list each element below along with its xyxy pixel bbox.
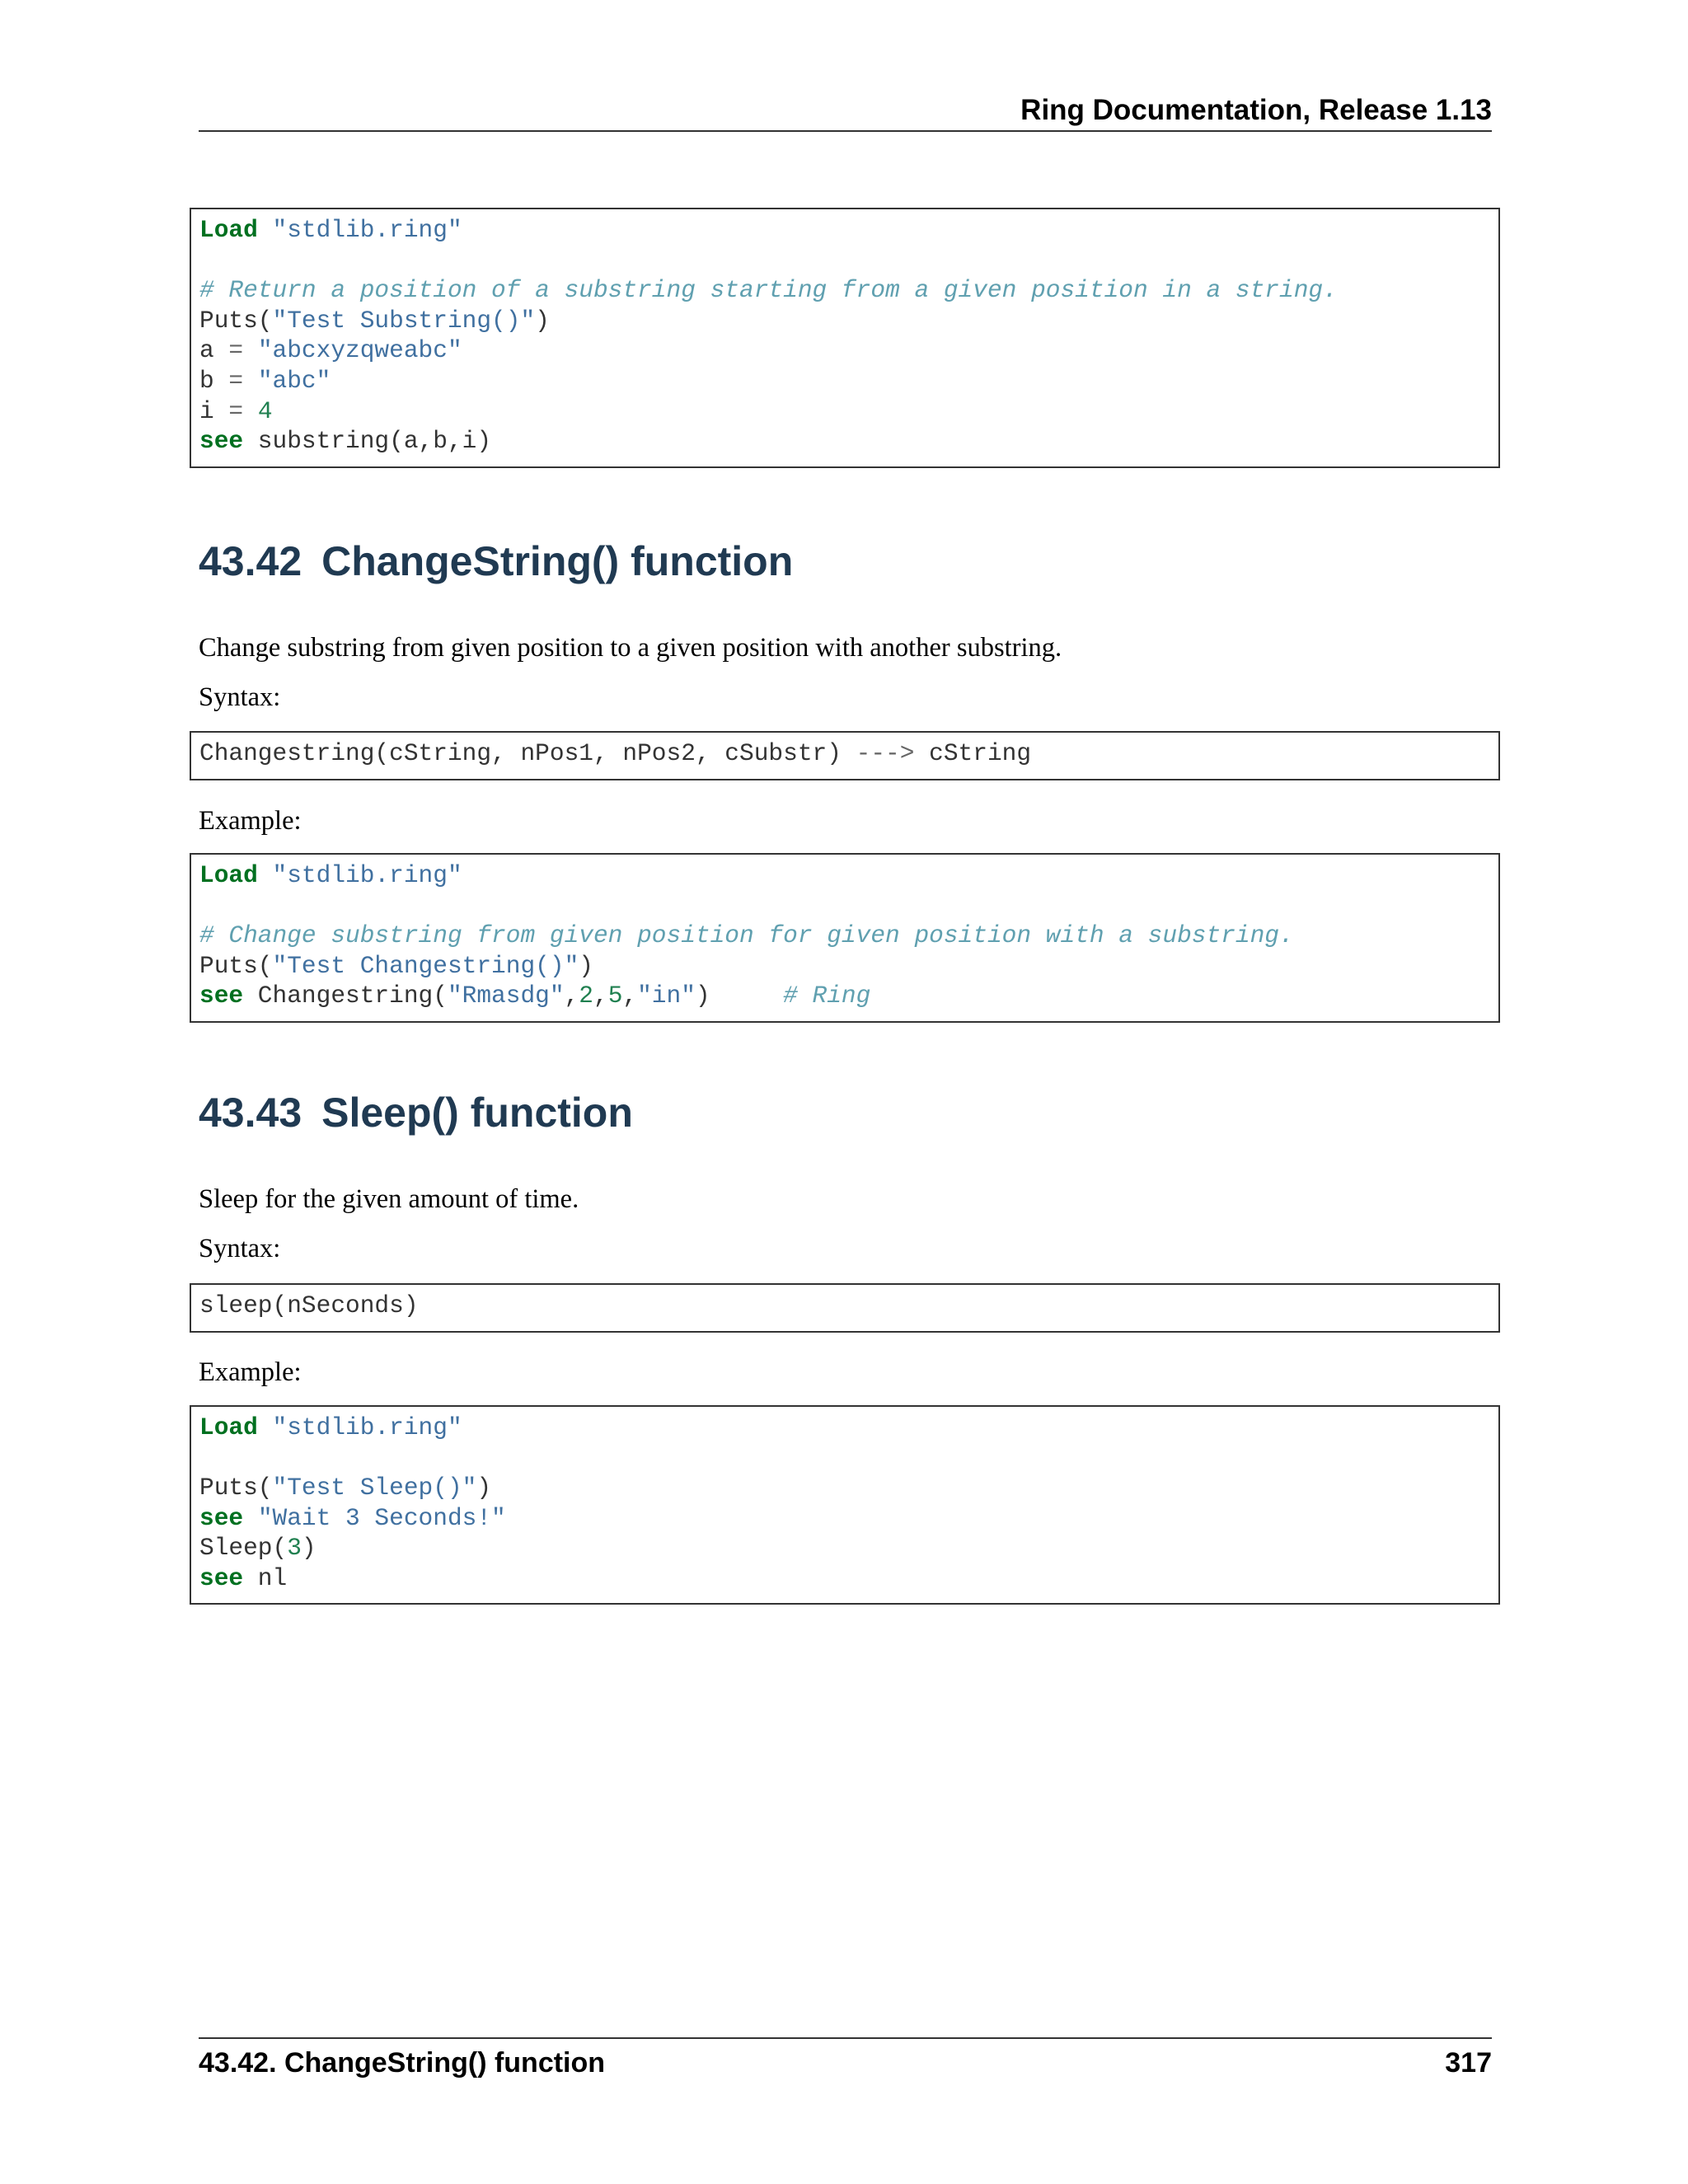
code-number: 4: [257, 396, 273, 425]
page-number: 317: [1445, 2047, 1492, 2079]
code-comment: # Change substring from given position for given position with a substring.: [199, 921, 1294, 950]
code-line: [199, 860, 1490, 891]
code-string: "Test Changestring()": [272, 951, 579, 980]
code-text: Puts(: [199, 1474, 273, 1502]
syntax-label: Syntax:: [199, 682, 281, 712]
code-line: [199, 1473, 1490, 1503]
code-text: ): [476, 1474, 492, 1502]
code-text: sleep(nSeconds): [199, 1291, 419, 1319]
code-line: [199, 1503, 1490, 1534]
code-operator: --->: [856, 739, 915, 767]
section-heading-changestring: [199, 537, 793, 586]
code-keyword: see: [199, 982, 244, 1010]
syntax-block-changestring: [190, 731, 1500, 780]
code-string: "stdlib.ring": [272, 861, 462, 889]
code-text: ): [301, 1534, 316, 1563]
code-line: [199, 1533, 1490, 1563]
code-operator: =: [228, 366, 244, 395]
code-text: a: [199, 336, 229, 365]
code-keyword: see: [199, 1563, 244, 1592]
code-string: "in": [637, 982, 696, 1010]
syntax-block-sleep: [190, 1283, 1500, 1333]
code-line: [199, 396, 1490, 427]
code-text: ): [579, 951, 593, 980]
code-line: [199, 215, 1490, 246]
code-operator: =: [228, 396, 244, 425]
code-text: nl: [243, 1563, 288, 1592]
code-line: [199, 335, 1490, 366]
code-line: see Changestring("Rmasdg",2,5,"in") # Ring: [199, 982, 871, 1010]
code-line: [199, 738, 1490, 769]
code-string: "stdlib.ring": [272, 216, 462, 244]
code-text: Sleep(: [199, 1534, 288, 1563]
section-number: 43.42: [199, 538, 302, 584]
running-header: Ring Documentation, Release 1.13: [199, 91, 1492, 132]
section-number: 43.43: [199, 1090, 302, 1136]
code-number: 3: [287, 1534, 302, 1563]
section-heading-sleep: [199, 1088, 633, 1137]
code-text: Puts(: [199, 306, 273, 335]
code-string: "abcxyzqweabc": [257, 336, 462, 365]
code-text: cString: [914, 739, 1032, 767]
code-keyword: see: [199, 427, 244, 456]
section-description: Sleep for the given amount of time.: [199, 1184, 579, 1214]
code-line: [199, 366, 1490, 396]
code-line: [199, 1413, 1490, 1443]
code-block-substring: [190, 208, 1500, 468]
code-text: b: [199, 366, 229, 395]
code-line-blank: [199, 1443, 1490, 1474]
code-string: "Test Substring()": [272, 306, 536, 335]
code-block-changestring: [190, 853, 1500, 1023]
code-keyword: Load: [199, 216, 258, 244]
section-title: Sleep() function: [321, 1090, 633, 1136]
code-line: [199, 306, 1490, 336]
code-text: Puts(: [199, 951, 273, 980]
code-string: "Test Sleep()": [272, 1474, 477, 1502]
code-number: 2: [579, 982, 593, 1010]
code-keyword: see: [199, 1503, 244, 1532]
code-comment: # Ring: [783, 982, 871, 1010]
code-comment: # Return a position of a substring starting from a given position in a string.: [199, 276, 1338, 305]
code-string: "Wait 3 Seconds!": [257, 1503, 506, 1532]
example-label: Example:: [199, 1357, 302, 1387]
code-operator: =: [228, 336, 244, 365]
footer-section-link[interactable]: 43.42. ChangeString() function: [199, 2047, 606, 2079]
code-text: Changestring(cString, nPos1, nPos2, cSubstr): [199, 739, 856, 767]
section-description: Change substring from given position to a given position with another substring.: [199, 633, 1062, 663]
code-text: ): [535, 306, 550, 335]
example-label: Example:: [199, 806, 302, 836]
page-footer: [199, 2037, 1492, 2080]
code-text: Changestring(: [243, 982, 448, 1010]
code-text: substring(a,b,i): [243, 427, 492, 456]
code-string: "abc": [257, 366, 331, 395]
code-string: "Rmasdg": [447, 982, 565, 1010]
code-string: "stdlib.ring": [272, 1413, 462, 1441]
code-text: i: [199, 396, 229, 425]
code-line: [199, 426, 1490, 457]
code-text: ): [695, 982, 710, 1010]
code-keyword: Load: [199, 861, 258, 889]
code-block-sleep: [190, 1405, 1500, 1605]
code-line: [199, 1563, 1490, 1594]
code-line-blank: [199, 246, 1490, 276]
syntax-label: Syntax:: [199, 1234, 281, 1263]
section-title: ChangeString() function: [321, 538, 794, 584]
code-number: 5: [607, 982, 623, 1010]
code-line-blank: [199, 891, 1490, 921]
code-line: [199, 951, 1490, 982]
code-keyword: Load: [199, 1413, 258, 1441]
